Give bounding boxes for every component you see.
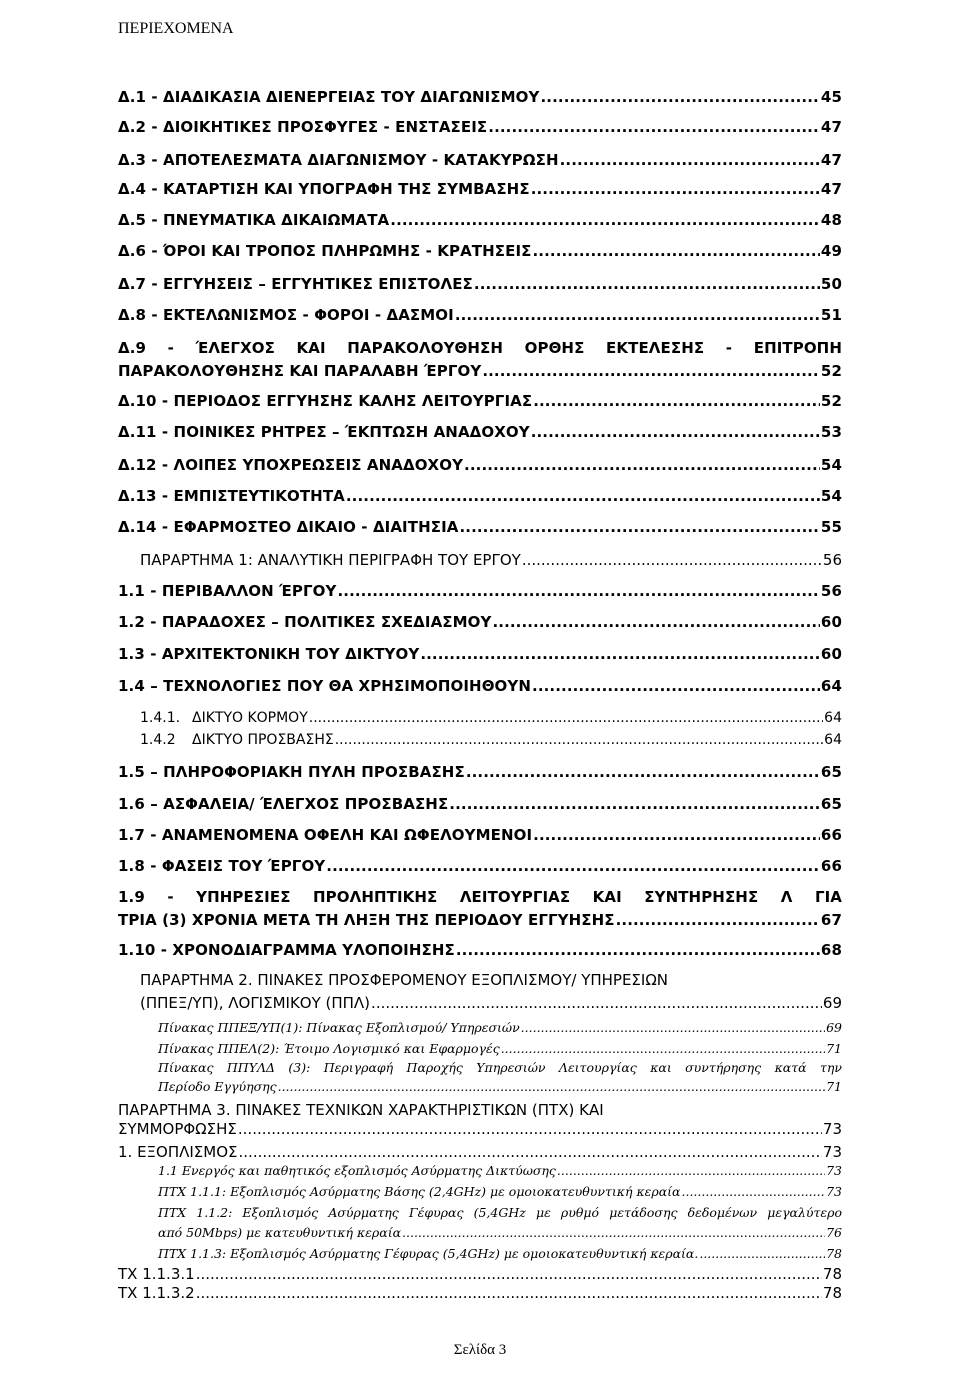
toc-entry-title: 1. ΕΞΟΠΛΙΣΜΟΣ <box>118 1143 238 1161</box>
toc-entry[interactable] <box>118 275 842 293</box>
toc-page-number: 64 <box>824 732 842 748</box>
toc-leader-dots <box>420 645 820 663</box>
toc-entry-title: ΔΙΚΤΥΟ ΚΟΡΜΟΥ <box>192 710 308 726</box>
toc-leader-dots <box>371 994 822 1012</box>
toc-entry[interactable] <box>158 1225 842 1240</box>
toc-leader-dots <box>532 677 820 695</box>
toc-entry-title: Δ.7 - ΕΓΓΥΗΣΕΙΣ – ΕΓΓΥΗΤΙΚΕΣ ΕΠΙΣΤΟΛΕΣ <box>118 275 473 293</box>
toc-entry-title: Δ.12 - ΛΟΙΠΕΣ ΥΠΟΧΡΕΩΣΕΙΣ ΑΝΑΔΟΧΟΥ <box>118 456 464 474</box>
toc-page-number: 45 <box>820 88 842 106</box>
toc-entry-title: Δ.11 - ΠΟΙΝΙΚΕΣ ΡΗΤΡΕΣ – ΈΚΠΤΩΣΗ ΑΝΑΔΟΧΟΥ <box>118 423 530 441</box>
toc-entry-title: Δ.3 - ΑΠΟΤΕΛΕΣΜΑΤΑ ΔΙΑΓΩΝΙΣΜΟΥ - ΚΑΤΑΚΥΡΩΣΗ <box>118 151 559 169</box>
toc-page-number: 73 <box>826 1163 842 1178</box>
toc-leader-dots <box>521 1020 825 1035</box>
toc-entry-title: 1.10 - ΧΡΟΝΟΔΙΑΓΡΑΜΜΑ ΥΛΟΠΟΙΗΣΗΣ <box>118 941 455 959</box>
toc-entry[interactable] <box>118 582 842 600</box>
toc-entry[interactable] <box>118 1284 842 1302</box>
toc-leader-dots <box>482 362 820 380</box>
toc-entry[interactable] <box>140 732 842 748</box>
toc-entry[interactable] <box>118 423 842 441</box>
toc-page-number: 53 <box>820 423 842 441</box>
toc-entry[interactable] <box>118 1265 842 1283</box>
toc-entry-number: 1.4.2 <box>140 732 176 748</box>
toc-entry[interactable] <box>118 857 842 875</box>
toc-page-number: 64 <box>820 677 842 695</box>
toc-leader-dots <box>390 211 820 229</box>
toc-entry[interactable] <box>140 551 842 569</box>
toc-entry[interactable] <box>118 826 842 844</box>
toc-leader-dots <box>533 242 820 260</box>
toc-page-number: 68 <box>820 941 842 959</box>
toc-page-number: 78 <box>822 1284 842 1302</box>
toc-entry-title: 1.1 Ενεργός και παθητικός εξοπλισμός Ασύρματης Δικτύωσης <box>158 1163 556 1178</box>
toc-entry-title: 1.3 - ΑΡΧΙΤΕΚΤΟΝΙΚΗ ΤΟΥ ΔΙΚΤΥΟΥ <box>118 645 420 663</box>
toc-page-number: 78 <box>822 1265 842 1283</box>
toc-entry-title: Πίνακας ΠΠΕΛ(2): Έτοιμο Λογισμικό και Εφαρμογές <box>158 1041 500 1056</box>
toc-entry[interactable] <box>118 763 842 781</box>
toc-entry[interactable] <box>118 242 842 260</box>
toc-entry[interactable] <box>118 180 842 198</box>
toc-entry-title: ΠΑΡΑΚΟΛΟΥΘΗΣΗΣ ΚΑΙ ΠΑΡΑΛΑΒΗ ΈΡΓΟΥ <box>118 362 482 380</box>
toc-entry[interactable] <box>118 88 842 106</box>
toc-entry[interactable] <box>158 1079 842 1094</box>
page-header: ΠΕΡΙΕΧΟΜΕΝΑ <box>118 20 234 37</box>
toc-leader-dots <box>699 1246 825 1261</box>
toc-leader-dots <box>402 1225 825 1240</box>
toc-entry-line1[interactable]: ΠΑΡΑΡΤΗΜΑ 3. ΠΙΝΑΚΕΣ ΤΕΧΝΙΚΩΝ ΧΑΡΑΚΤΗΡΙΣΤΙΚΩΝ (ΠΤΧ) ΚΑΙ <box>118 1101 604 1119</box>
toc-entry-title: ΣΥΜΜΟΡΦΩΣΗΣ <box>118 1120 237 1138</box>
toc-entry[interactable] <box>118 118 842 136</box>
toc-entry[interactable] <box>118 392 842 410</box>
toc-page-number: 65 <box>820 763 842 781</box>
toc-leader-dots <box>337 582 819 600</box>
toc-entry-title: Δ.1 - ΔΙΑΔΙΚΑΣΙΑ ΔΙΕΝΕΡΓΕΙΑΣ ΤΟΥ ΔΙΑΓΩΝΙΣΜΟΥ <box>118 88 540 106</box>
toc-entry[interactable] <box>118 1143 842 1161</box>
toc-leader-dots <box>531 180 820 198</box>
toc-entry-title: 1.8 - ΦΑΣΕΙΣ ΤΟΥ ΈΡΓΟΥ <box>118 857 326 875</box>
toc-page-number: 50 <box>820 275 842 293</box>
toc-entry[interactable] <box>118 1120 842 1138</box>
toc-leader-dots <box>474 275 820 293</box>
toc-entry[interactable] <box>140 994 842 1012</box>
toc-leader-dots <box>557 1163 825 1178</box>
toc-entry[interactable] <box>118 613 842 631</box>
toc-page-number: 67 <box>820 911 842 929</box>
page-footer: Σελίδα 3 <box>453 1342 507 1358</box>
toc-entry[interactable] <box>118 306 842 324</box>
toc-leader-dots <box>616 911 820 929</box>
toc-leader-dots <box>455 306 820 324</box>
toc-leader-dots <box>682 1184 826 1199</box>
toc-page-number: 52 <box>820 362 842 380</box>
toc-leader-dots <box>278 1079 826 1094</box>
toc-page-number: 73 <box>822 1120 842 1138</box>
toc-leader-dots <box>466 763 820 781</box>
toc-page-number: 73 <box>826 1184 842 1199</box>
toc-page-number: 56 <box>822 551 842 569</box>
toc-entry-line1[interactable]: Πίνακας ΠΠΥΛΔ (3): Περιγραφή Παροχής Υπηρεσιών Λειτουργίας και συντήρησης κατά την <box>158 1060 842 1075</box>
toc-page-number: 54 <box>820 487 842 505</box>
toc-leader-dots <box>459 518 819 536</box>
toc-entry[interactable] <box>118 795 842 813</box>
toc-page-number: 76 <box>826 1225 842 1240</box>
toc-leader-dots <box>541 88 820 106</box>
toc-entry[interactable] <box>118 645 842 663</box>
toc-page-number: 47 <box>820 151 842 169</box>
toc-leader-dots <box>501 1041 825 1056</box>
toc-leader-dots <box>346 487 820 505</box>
toc-entry[interactable] <box>118 151 842 169</box>
toc-entry-title: ΤΧ 1.1.3.2 <box>118 1284 195 1302</box>
toc-leader-dots <box>309 710 823 726</box>
toc-page-number: 66 <box>820 857 842 875</box>
toc-entry-title: 1.5 – ΠΛΗΡΟΦΟΡΙΑΚΗ ΠΥΛΗ ΠΡΟΣΒΑΣΗΣ <box>118 763 465 781</box>
toc-leader-dots <box>488 118 820 136</box>
toc-page-number: 71 <box>826 1079 842 1094</box>
toc-entry[interactable] <box>158 1020 842 1035</box>
toc-leader-dots <box>335 732 823 748</box>
toc-entry-title: Δ.13 - ΕΜΠΙΣΤΕΥΤΙΚΟΤΗΤΑ <box>118 487 345 505</box>
toc-page-number: 73 <box>822 1143 842 1161</box>
toc-entry-title: 1.4 – ΤΕΧΝΟΛΟΓΙΕΣ ΠΟΥ ΘΑ ΧΡΗΣΙΜΟΠΟΙΗΘΟΥΝ <box>118 677 532 695</box>
toc-entry-title: ΠΤΧ 1.1.3: Εξοπλισμός Ασύρματης Γέφυρας (5,4GHz) με ομοιοκατευθυντική κεραία. <box>158 1246 699 1261</box>
toc-page-number: 51 <box>820 306 842 324</box>
toc-entry[interactable] <box>118 941 842 959</box>
toc-leader-dots <box>326 857 820 875</box>
toc-page-number: 65 <box>820 795 842 813</box>
toc-page-number: 54 <box>820 456 842 474</box>
toc-leader-dots <box>239 1143 822 1161</box>
toc-page-number: 56 <box>820 582 842 600</box>
toc-entry-line1[interactable]: ΠΤΧ 1.1.2: Εξοπλισμός Ασύρματης Γέφυρας (5,4GHz με ρυθμό μετάδοσης δεδομένων μεγαλύτερο <box>158 1205 842 1220</box>
toc-page-number: 69 <box>826 1020 842 1035</box>
toc-entry[interactable] <box>118 211 842 229</box>
toc-entry[interactable] <box>118 362 842 380</box>
toc-page-number: 47 <box>820 118 842 136</box>
toc-leader-dots <box>196 1284 822 1302</box>
toc-entry-title: Δ.2 - ΔΙΟΙΚΗΤΙΚΕΣ ΠΡΟΣΦΥΓΕΣ - ΕΝΣΤΑΣΕΙΣ <box>118 118 488 136</box>
toc-leader-dots <box>464 456 820 474</box>
toc-entry-title: 1.7 - ΑΝΑΜΕΝΟΜΕΝΑ ΟΦΕΛΗ ΚΑΙ ΩΦΕΛΟΥΜΕΝΟΙ <box>118 826 533 844</box>
toc-page-number: 60 <box>820 613 842 631</box>
toc-entry-title: ΔΙΚΤΥΟ ΠΡΟΣΒΑΣΗΣ <box>192 732 334 748</box>
toc-entry-title: ΠΑΡΑΡΤΗΜΑ 1: ΑΝΑΛΥΤΙΚΗ ΠΕΡΙΓΡΑΦΗ ΤΟΥ ΕΡΓΟΥ <box>140 551 521 569</box>
toc-page-number: 47 <box>820 180 842 198</box>
toc-entry-title: Δ.6 - ΌΡΟΙ ΚΑΙ ΤΡΟΠΟΣ ΠΛΗΡΩΜΗΣ - ΚΡΑΤΗΣΕΙΣ <box>118 242 532 260</box>
toc-leader-dots <box>456 941 820 959</box>
toc-page-number: 55 <box>820 518 842 536</box>
toc-entry-title: (ΠΠΕΞ/ΥΠ), ΛΟΓΙΣΜΙΚΟΥ (ΠΠΛ) <box>140 994 371 1012</box>
toc-leader-dots <box>449 795 820 813</box>
toc-leader-dots <box>238 1120 822 1138</box>
toc-page-number: 49 <box>820 242 842 260</box>
toc-entry[interactable] <box>158 1041 842 1056</box>
toc-entry-title: ΠΤΧ 1.1.1: Εξοπλισμός Ασύρματης Βάσης (2,4GHz) με ομοιοκατευθυντική κεραία <box>158 1184 681 1199</box>
toc-entry[interactable] <box>118 677 842 695</box>
toc-entry-title: από 50Mbps) με κατευθυντική κεραία <box>158 1225 402 1240</box>
toc-leader-dots <box>531 423 820 441</box>
toc-page-number: 64 <box>824 710 842 726</box>
toc-page-number: 48 <box>820 211 842 229</box>
toc-page-number: 52 <box>820 392 842 410</box>
toc-entry-line1[interactable]: ΠΑΡΑΡΤΗΜΑ 2. ΠΙΝΑΚΕΣ ΠΡΟΣΦΕΡΟΜΕΝΟΥ ΕΞΟΠΛΙΣΜΟΥ/ ΥΠΗΡΕΣΙΩΝ <box>140 971 669 989</box>
toc-leader-dots <box>522 551 822 569</box>
toc-page-number: 66 <box>820 826 842 844</box>
toc-entry[interactable] <box>118 518 842 536</box>
toc-entry-title: Δ.14 - ΕΦΑΡΜΟΣΤΕΟ ΔΙΚΑΙΟ - ΔΙΑΙΤΗΣΙΑ <box>118 518 459 536</box>
toc-entry[interactable] <box>140 710 842 726</box>
toc-entry-title: Πίνακας ΠΠΕΞ/ΥΠ(1): Πίνακας Εξοπλισμού/ Υπηρεσιών <box>158 1020 520 1035</box>
toc-entry-title: Δ.10 - ΠΕΡΙΟΔΟΣ ΕΓΓΥΗΣΗΣ ΚΑΛΗΣ ΛΕΙΤΟΥΡΓΙΑΣ <box>118 392 533 410</box>
toc-page-number: 71 <box>826 1041 842 1056</box>
toc-page-number: 69 <box>822 994 842 1012</box>
toc-leader-dots <box>196 1265 822 1283</box>
toc-entry[interactable] <box>158 1246 842 1261</box>
toc-entry-title: 1.6 – ΑΣΦΑΛΕΙΑ/ ΈΛΕΓΧΟΣ ΠΡΟΣΒΑΣΗΣ <box>118 795 449 813</box>
toc-entry[interactable] <box>118 456 842 474</box>
toc-leader-dots <box>533 826 820 844</box>
toc-entry-title: Δ.5 - ΠΝΕΥΜΑΤΙΚΑ ΔΙΚΑΙΩΜΑΤΑ <box>118 211 390 229</box>
toc-entry[interactable] <box>118 911 842 929</box>
toc-leader-dots <box>492 613 819 631</box>
toc-entry-title: Δ.4 - ΚΑΤΑΡΤΙΣΗ ΚΑΙ ΥΠΟΓΡΑΦΗ ΤΗΣ ΣΥΜΒΑΣΗΣ <box>118 180 530 198</box>
toc-entry[interactable] <box>118 487 842 505</box>
toc-entry-title: 1.1 - ΠΕΡΙΒΑΛΛΟΝ ΈΡΓΟΥ <box>118 582 337 600</box>
toc-entry-title: Δ.8 - ΕΚΤΕΛΩΝΙΣΜΟΣ - ΦΟΡΟΙ - ΔΑΣΜΟΙ <box>118 306 454 324</box>
toc-leader-dots <box>560 151 820 169</box>
toc-entry-title: Περίοδο Εγγύησης <box>158 1079 277 1094</box>
toc-leader-dots <box>533 392 820 410</box>
toc-entry-line1[interactable]: 1.9 - ΥΠΗΡΕΣΙΕΣ ΠΡΟΛΗΠΤΙΚΗΣ ΛΕΙΤΟΥΡΓΙΑΣ ΚΑΙ ΣΥΝΤΗΡΗΣΗΣ Λ ΓΙΑ <box>118 888 842 906</box>
toc-entry[interactable] <box>158 1163 842 1178</box>
toc-entry-title: 1.2 - ΠΑΡΑΔΟΧΕΣ – ΠΟΛΙΤΙΚΕΣ ΣΧΕΔΙΑΣΜΟΥ <box>118 613 492 631</box>
toc-page-number: 60 <box>820 645 842 663</box>
toc-entry-line1[interactable]: Δ.9 - ΈΛΕΓΧΟΣ ΚΑΙ ΠΑΡΑΚΟΛΟΥΘΗΣΗ ΟΡΘΗΣ ΕΚΤΕΛΕΣΗΣ - ΕΠΙΤΡΟΠΗ <box>118 339 842 357</box>
toc-entry-title: ΤΡΙΑ (3) ΧΡΟΝΙΑ ΜΕΤΑ ΤΗ ΛΗΞΗ ΤΗΣ ΠΕΡΙΟΔΟΥ ΕΓΓΥΗΣΗΣ <box>118 911 615 929</box>
toc-entry-title: ΤΧ 1.1.3.1 <box>118 1265 195 1283</box>
toc-entry-number: 1.4.1. <box>140 710 181 726</box>
toc-entry[interactable] <box>158 1184 842 1199</box>
toc-page-number: 78 <box>826 1246 842 1261</box>
